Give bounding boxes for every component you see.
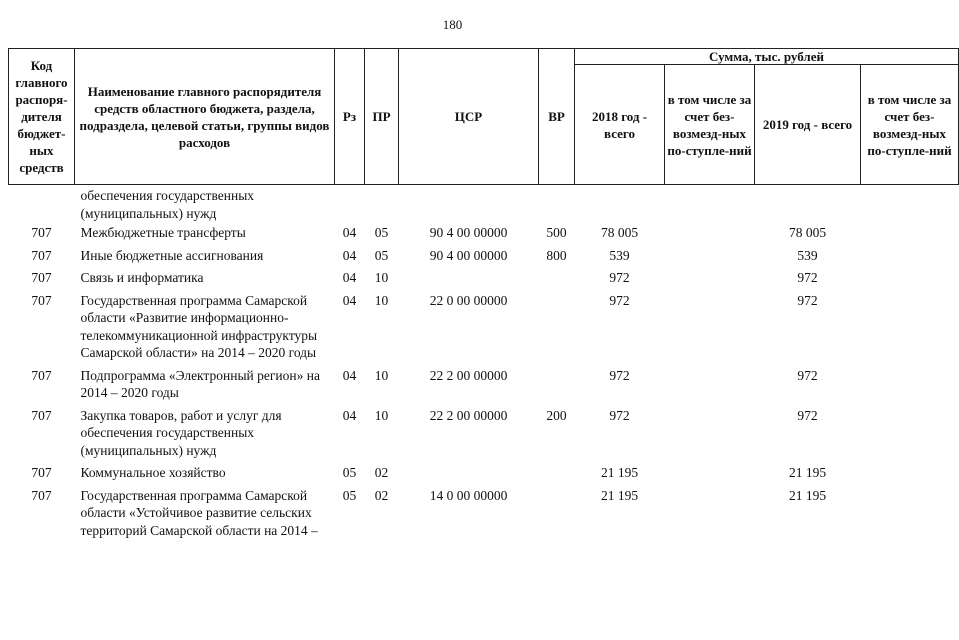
header-pr: ПР [365, 49, 399, 185]
budget-table [8, 48, 959, 539]
table-row [9, 242, 959, 265]
table-row [9, 222, 959, 242]
cell-2019-free [861, 185, 959, 223]
cell-csr: 90 4 00 00000 [429, 247, 508, 263]
cell-code [9, 185, 75, 223]
cell-rz: 04 [342, 367, 357, 383]
cell-pr: 10 [374, 407, 389, 423]
cell-csr [399, 185, 539, 223]
cell-name: Подпрограмма «Электронный регион» на 2014 – 2020 годы [80, 367, 320, 400]
table-header [9, 49, 959, 185]
cell-vr: 500 [546, 225, 567, 240]
cell-2018: 972 [609, 292, 630, 308]
cell-2018: 78 005 [600, 225, 639, 240]
cell-2019 [755, 185, 861, 223]
cell-2019-free [861, 264, 959, 287]
cell-2019-free [861, 362, 959, 402]
cell-2019: 539 [797, 247, 818, 263]
cell-name: Коммунальное хозяйство [80, 465, 226, 480]
cell-2018-free [665, 459, 755, 482]
cell-vr [539, 459, 575, 482]
cell-2018-free [665, 482, 755, 540]
cell-2018-free [665, 242, 755, 265]
cell-vr [539, 185, 575, 223]
table-row-continuation [9, 185, 959, 223]
header-2018-total: 2018 год - всего [575, 65, 665, 185]
header-2019-free: в том числе за счет без-возмезд-ных по-ступле-ний [861, 65, 959, 185]
cell-rz: 04 [342, 270, 357, 285]
cell-code: 707 [31, 270, 52, 285]
cell-name: обеспечения государственных (муниципальных) нужд [80, 188, 255, 221]
cell-2019: 78 005 [788, 225, 827, 240]
cell-vr [539, 362, 575, 402]
header-code: Код главного распоря-дителя бюджет-ных средств [9, 49, 75, 185]
cell-2019: 21 195 [788, 487, 827, 503]
header-vr: ВР [539, 49, 575, 185]
header-rz: Рз [335, 49, 365, 185]
cell-2019: 21 195 [788, 465, 827, 480]
cell-name: Государственная программа Самарской области «Устойчивое развитие сельских территорий Самарской области на 2014 – [80, 487, 318, 538]
cell-code: 707 [31, 247, 52, 263]
header-2019-total: 2019 год - всего [755, 65, 861, 185]
cell-2018: 21 195 [600, 487, 639, 503]
cell-2019-free [861, 482, 959, 540]
cell-vr [539, 482, 575, 540]
cell-csr: 14 0 00 00000 [429, 487, 508, 503]
cell-name: Государственная программа Самарской области «Развитие информационно-телекоммуникационной инфраструктуры Самарской области» на 2014 – 2020 годы [80, 292, 318, 360]
cell-2019-free [861, 459, 959, 482]
header-2018-free: в том числе за счет без-возмезд-ных по-ступле-ний [665, 65, 755, 185]
cell-csr: 22 2 00 00000 [429, 407, 508, 423]
budget-table-container [8, 48, 952, 539]
cell-name: Закупка товаров, работ и услуг для обеспечения государственных (муниципальных) нужд [80, 407, 282, 458]
cell-csr: 22 0 00 00000 [429, 292, 508, 308]
table-row [9, 459, 959, 482]
cell-pr: 02 [374, 465, 389, 480]
cell-pr: 05 [374, 225, 389, 240]
cell-2019-free [861, 222, 959, 242]
cell-2019-free [861, 242, 959, 265]
cell-2018: 972 [609, 367, 630, 383]
cell-code: 707 [31, 367, 52, 383]
cell-2019-free [861, 287, 959, 362]
cell-vr [539, 287, 575, 362]
cell-csr [399, 264, 539, 287]
cell-pr [365, 185, 399, 223]
cell-code: 707 [31, 225, 52, 240]
table-row [9, 264, 959, 287]
cell-name: Иные бюджетные ассигнования [80, 247, 264, 263]
cell-name: Межбюджетные трансферты [80, 225, 246, 240]
cell-2019: 972 [797, 292, 818, 308]
cell-pr: 10 [374, 270, 389, 285]
cell-2019: 972 [797, 407, 818, 423]
table-row [9, 402, 959, 460]
cell-csr: 22 2 00 00000 [429, 367, 508, 383]
cell-rz [335, 185, 365, 223]
header-csr: ЦСР [399, 49, 539, 185]
cell-2018-free [665, 362, 755, 402]
cell-2018: 539 [609, 247, 630, 263]
cell-2018-free [665, 185, 755, 223]
cell-code: 707 [31, 487, 52, 503]
cell-rz: 04 [342, 247, 357, 263]
table-row [9, 482, 959, 540]
cell-2019: 972 [797, 270, 818, 285]
cell-pr: 10 [374, 367, 389, 383]
cell-2018: 972 [609, 270, 630, 285]
cell-rz: 05 [342, 487, 357, 503]
cell-csr [399, 459, 539, 482]
cell-2018-free [665, 264, 755, 287]
cell-csr: 90 4 00 00000 [429, 225, 508, 240]
header-name: Наименование главного распорядителя средств областного бюджета, раздела, подраздела, целевой статьи, группы видов расходов [75, 49, 335, 185]
cell-code: 707 [31, 465, 52, 480]
cell-2019-free [861, 402, 959, 460]
cell-name: Связь и информатика [80, 270, 204, 285]
cell-2018-free [665, 222, 755, 242]
table-row [9, 287, 959, 362]
page-number: 180 [442, 17, 463, 32]
cell-pr: 10 [374, 292, 389, 308]
table-row [9, 362, 959, 402]
cell-pr: 05 [374, 247, 389, 263]
cell-2018: 972 [609, 407, 630, 423]
table-body [9, 185, 959, 540]
cell-2018: 21 195 [600, 465, 639, 480]
cell-code: 707 [31, 292, 52, 308]
cell-2018-free [665, 402, 755, 460]
cell-rz: 04 [342, 407, 357, 423]
cell-vr: 800 [546, 247, 567, 263]
cell-vr [539, 264, 575, 287]
cell-rz: 04 [342, 292, 357, 308]
cell-2019: 972 [797, 367, 818, 383]
cell-rz: 05 [342, 465, 357, 480]
cell-2018 [575, 185, 665, 223]
cell-2018-free [665, 287, 755, 362]
header-sum-group: Сумма, тыс. рублей [575, 49, 959, 65]
cell-pr: 02 [374, 487, 389, 503]
cell-vr: 200 [546, 407, 567, 423]
cell-code: 707 [31, 407, 52, 423]
cell-rz: 04 [342, 225, 357, 240]
